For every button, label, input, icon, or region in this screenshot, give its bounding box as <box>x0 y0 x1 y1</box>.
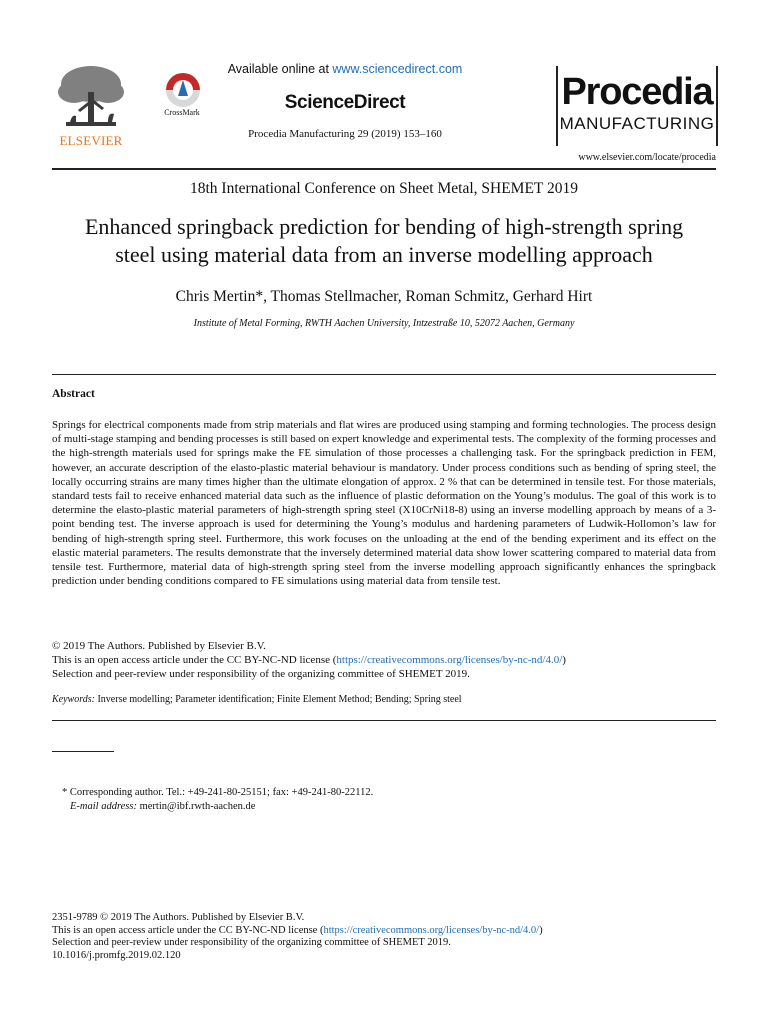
bottom-license-suffix: ) <box>539 924 543 936</box>
bottom-license-prefix: This is an open access article under the CC BY-NC-ND license ( <box>52 924 324 936</box>
procedia-logo-name: Procedia <box>561 71 713 113</box>
journal-homepage-url[interactable]: www.elsevier.com/locate/procedia <box>578 152 716 163</box>
available-online-prefix: Available online at <box>227 62 333 76</box>
email-label: E-mail address: <box>70 801 137 812</box>
abstract-bottom-divider <box>52 720 716 721</box>
abstract-heading: Abstract <box>52 388 95 400</box>
license-line <box>52 653 716 667</box>
crossmark-label: CrossMark <box>164 108 200 117</box>
keywords-text: Inverse modelling; Parameter identification; Finite Element Method; Bending; Spring steel <box>97 694 462 705</box>
journal-reference: Procedia Manufacturing 29 (2019) 153–160 <box>248 128 442 140</box>
corresponding-author-note: * Corresponding author. Tel.: +49-241-80-25151; fax: +49-241-80-22112. <box>62 787 374 798</box>
peer-review-line: Selection and peer-review under responsibility of the organizing committee of SHEMET 2019. <box>52 668 470 680</box>
abstract-top-divider <box>52 374 716 375</box>
copyright-block <box>52 639 716 681</box>
copyright-line: © 2019 The Authors. Published by Elsevier B.V. <box>52 640 266 652</box>
conference-name: 18th International Conference on Sheet Metal, SHEMET 2019 <box>190 180 578 197</box>
email-line <box>70 801 690 812</box>
available-online-line <box>220 62 470 76</box>
license-link[interactable]: https://creativecommons.org/licenses/by-nc-nd/4.0/ <box>336 654 563 666</box>
keywords-label: Keywords: <box>52 694 95 705</box>
author-affiliation: Institute of Metal Forming, RWTH Aachen University, Intzestraße 10, 52072 Aachen, Germany <box>193 318 575 329</box>
doi-link[interactable]: 10.1016/j.promfg.2019.02.120 <box>52 949 181 961</box>
footnote-divider <box>52 751 114 752</box>
license-suffix: ) <box>562 654 566 666</box>
procedia-logo-subtitle: MANUFACTURING <box>559 114 715 133</box>
paper-title-line-1: Enhanced springback prediction for bending of high-strength spring <box>84 214 684 239</box>
abstract-body: Springs for electrical components made from strip materials and flat wires are produced using stamping and forming technologies. The process design of multi-stage stamping and bending processes is still based on expert knowledge and experimental tests. The complexity of the forming processes and the high-strength materials used for springs make the FE simulation of those processes a challenging task. For the springback prediction in FEM, however, an accurate description of the elasto-plastic material behaviour is mandatory. Under process conditions such as bending of spring steel, the locally occurring strains are many times higher than the ultimate elongation of approx. 2 % that can be determined in tensile test. For those materials, standard tests fail to receive enhanced material data such as the influence of plastic deformation on the Young’s modulus. The goal of this work is to determine the elasto-plastic material parameters of high-strength spring steel (X10CrNi18-8) using an inverse modelling approach by means of a 3-point bending test. The inverse approach is used for determining the Young’s modulus and hardening parameters of Ludwik-Hollomon’s law for bending of high-strength spring steel. Furthermore, this work focuses on the unloading at the end of the bending experiment and its effect on the elastic material parameters. The results demonstrate that the inversely determined material data show lower scattering compared to material data from tensile test. Furthermore, material data of high-strength spring steel from the inverse modelling approach significantly enhances the springback prediction under bending conditions compared to FE simulations using material data from tensile test. <box>52 419 716 588</box>
keywords-line <box>52 694 716 705</box>
sciencedirect-url-link[interactable]: www.sciencedirect.com <box>332 62 463 76</box>
paper-title <box>52 213 716 269</box>
paper-title-line-2: steel using material data from an inverse modelling approach <box>115 242 653 267</box>
elsevier-wordmark: ELSEVIER <box>59 133 123 148</box>
sciencedirect-wordmark: ScienceDirect <box>284 92 406 113</box>
issn-line: 2351-9789 © 2019 The Authors. Published by Elsevier B.V. <box>52 912 305 923</box>
email-address-link[interactable]: mertin@ibf.rwth-aachen.de <box>139 801 256 812</box>
license-prefix: This is an open access article under the CC BY-NC-ND license ( <box>52 654 337 666</box>
bottom-license-link[interactable]: https://creativecommons.org/licenses/by-nc-nd/4.0/ <box>323 924 540 936</box>
bottom-peer-review-line: Selection and peer-review under responsibility of the organizing committee of SHEMET 2019. <box>52 937 451 948</box>
bottom-license-line <box>52 925 716 938</box>
header-divider <box>52 168 716 170</box>
author-list: Chris Mertin*, Thomas Stellmacher, Roman Schmitz, Gerhard Hirt <box>175 288 593 305</box>
publication-info <box>52 912 716 962</box>
